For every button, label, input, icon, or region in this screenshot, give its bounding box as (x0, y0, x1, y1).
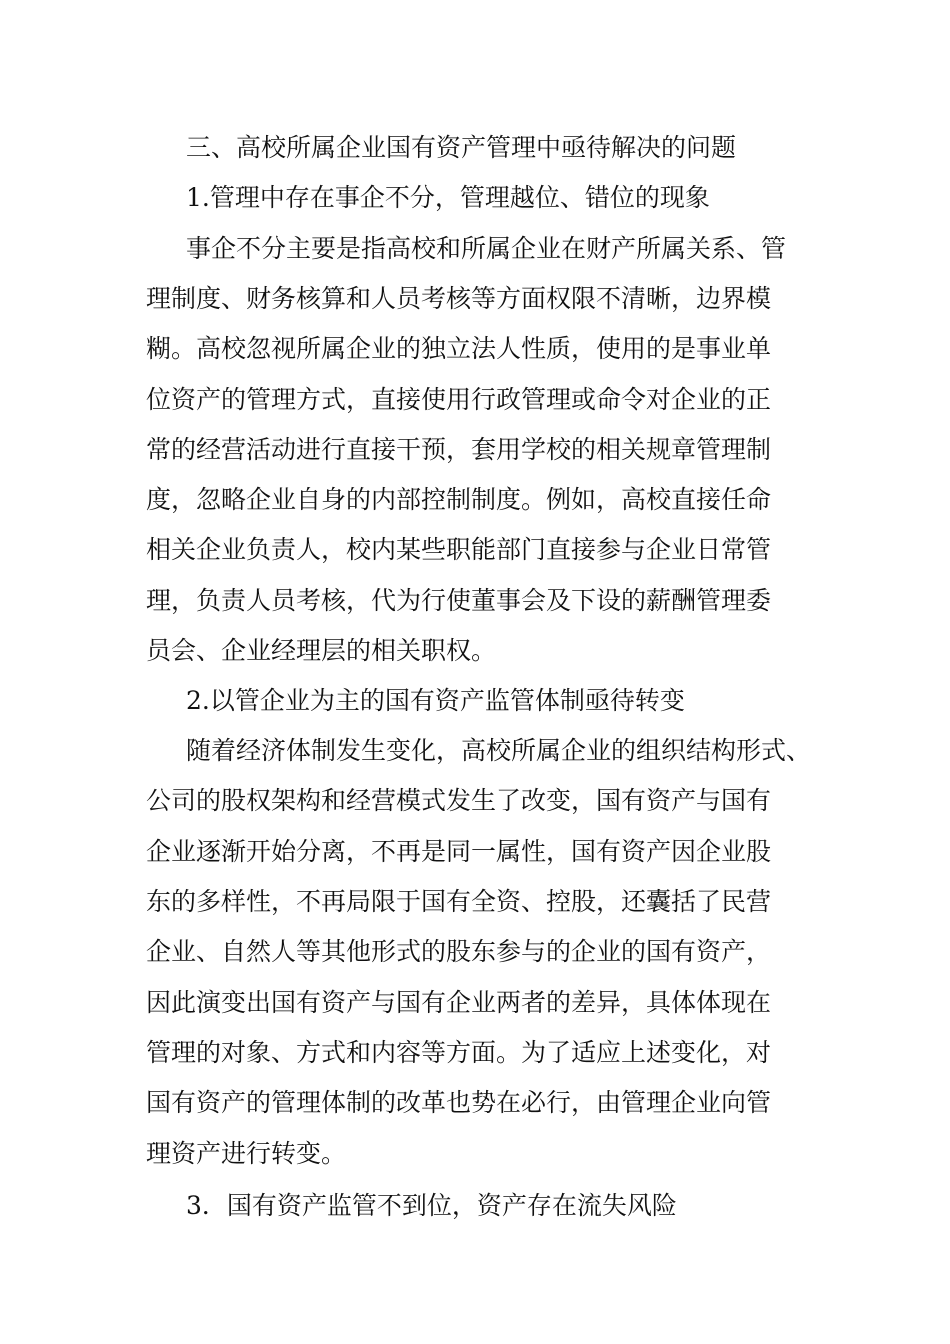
paragraph-line: 理制度、财务核算和人员考核等方面权限不清晰，边界模 (146, 284, 772, 313)
paragraph-line: 企业逐渐开始分离，不再是同一属性，国有资产因企业股 (146, 837, 772, 866)
paragraph-line: 事企不分主要是指高校和所属企业在财产所属关系、管 (186, 234, 787, 263)
paragraph-line: 糊。高校忽视所属企业的独立法人性质，使用的是事业单 (146, 334, 772, 363)
paragraph-line: 员会、企业经理层的相关职权。 (146, 636, 497, 665)
paragraph-line: 公司的股权架构和经营模式发生了改变，国有资产与国有 (146, 786, 772, 815)
paragraph-line: 理，负责人员考核，代为行使董事会及下设的薪酬管理委 (146, 586, 772, 615)
paragraph-line: 因此演变出国有资产与国有企业两者的差异，具体体现在 (146, 988, 772, 1017)
paragraph-line: 相关企业负责人，校内某些职能部门直接参与企业日常管 (146, 535, 772, 564)
paragraph-line: 国有资产的管理体制的改革也势在必行，由管理企业向管 (146, 1088, 772, 1117)
paragraph-line: 东的多样性，不再局限于国有全资、控股，还囊括了民营 (146, 887, 772, 916)
subsection-title-3: 3．国有资产监管不到位，资产存在流失风险 (186, 1191, 677, 1220)
paragraph-line: 度，忽略企业自身的内部控制制度。例如，高校直接任命 (146, 485, 772, 514)
section-heading: 三、高校所属企业国有资产管理中亟待解决的问题 (186, 133, 737, 162)
paragraph-line: 企业、自然人等其他形式的股东参与的企业的国有资产， (146, 937, 772, 966)
subsection-title-2: 2.以管企业为主的国有资产监管体制亟待转变 (186, 686, 685, 715)
subsection-title-1: 1.管理中存在事企不分，管理越位、错位的现象 (186, 183, 710, 212)
paragraph-line: 管理的对象、方式和内容等方面。为了适应上述变化，对 (146, 1038, 772, 1067)
paragraph-line: 随着经济体制发生变化，高校所属企业的组织结构形式、 (186, 736, 812, 765)
paragraph-line: 理资产进行转变。 (146, 1139, 347, 1168)
paragraph-line: 常的经营活动进行直接干预，套用学校的相关规章管理制 (146, 435, 772, 464)
paragraph-line: 位资产的管理方式，直接使用行政管理或命令对企业的正 (146, 385, 772, 414)
